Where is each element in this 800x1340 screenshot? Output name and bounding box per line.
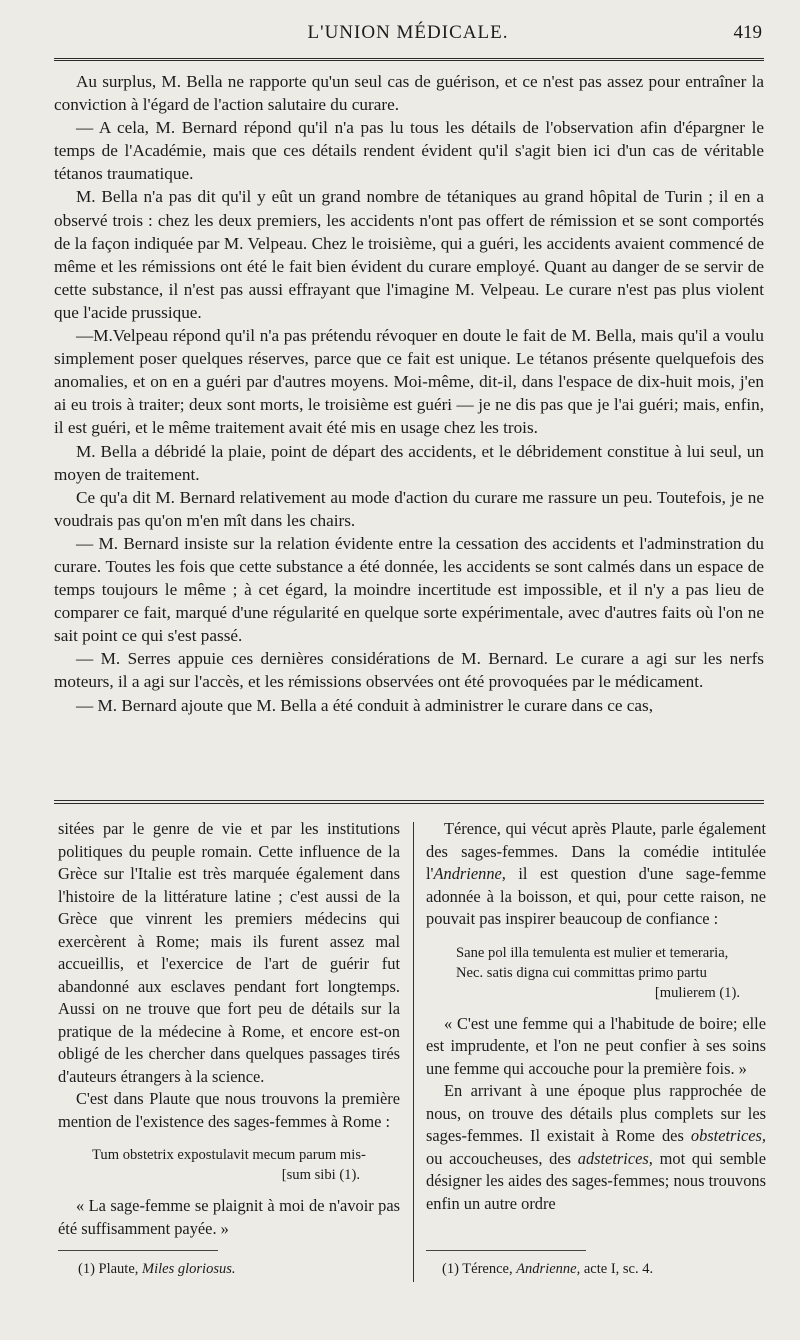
footnote-text: acte I, sc. 4.	[580, 1261, 654, 1277]
text-span: En arrivant à une époque plus rapprochée de nous, on trouve des détails plus complets sur les sages-femmes. Il existait à Rome des	[426, 1081, 766, 1145]
footnote	[442, 1260, 653, 1278]
footnote	[78, 1260, 235, 1278]
quote-line: Tum obstetrix expostulavit mecum parum mis-	[92, 1147, 366, 1163]
paragraph: — A cela, M. Bernard répond qu'il n'a pas lu tous les détails de l'observation afin d'épargner le temps de l'Académie, mais que ces détails rendent évident qu'il s'agit bien ici d'un cas de véritable tétanos traumatique.	[54, 118, 764, 184]
text-span: mot qui semble désigner les aides des sages-femmes; nous trouvons enfin un autre ordre	[426, 1148, 766, 1213]
footnote-text: (1) Térence,	[442, 1261, 517, 1277]
paragraph: C'est dans Plaute que nous trouvons la première mention de l'existence des sages-femmes à Rome :	[58, 1089, 400, 1131]
latin-quote	[58, 1145, 400, 1185]
text-span: Térence, qui vécut après Plaute, parle également des sages-femmes. Dans la comédie intitulée l'	[426, 819, 766, 883]
column-divider	[413, 822, 414, 1282]
feuilleton-right-column	[426, 818, 766, 1215]
paragraph: Ce qu'a dit M. Bernard relativement au mode d'action du curare me rassure un peu. Toutefois, je ne voudrais pas qu'on m'en mît dans les chairs.	[54, 487, 764, 530]
work-title: Andrienne,	[433, 864, 506, 883]
paragraph	[426, 1080, 766, 1215]
work-title: Miles gloriosus.	[142, 1261, 236, 1277]
paragraph: — M. Serres appuie ces dernières considérations de M. Bernard. Le curare a agi sur les nerfs moteurs, il a agi sur l'accès, et les rémissions observées ont été provoquées par le médicament.	[54, 649, 764, 692]
running-title: L'UNION MÉDICALE.	[307, 22, 509, 43]
latin-term: adstetrices,	[577, 1148, 653, 1168]
section-divider	[54, 800, 764, 804]
quote-line: [sum sibi (1).	[281, 1167, 360, 1183]
quote-line: [mulierem (1).	[654, 984, 740, 1001]
footnote-rule	[426, 1250, 586, 1251]
work-title: Andrienne,	[516, 1261, 581, 1277]
paragraph: M. Bella a débridé la plaie, point de départ des accidents, et le débridement constitue à lui seul, un moyen de traitement.	[54, 441, 764, 484]
latin-quote	[426, 943, 766, 1003]
latin-term: obstetrices,	[690, 1126, 766, 1145]
footnote-rule	[58, 1250, 218, 1251]
footnote-text: (1) Plaute,	[78, 1261, 143, 1277]
page-header	[54, 22, 762, 50]
text-span: il est question d'une sage-femme adonnée à la boisson, et qui, pour cette raison, ne pouvait pas inspirer beaucoup de confiance :	[426, 864, 766, 928]
page-number: 419	[733, 22, 762, 43]
paragraph: — M. Bernard insiste sur la relation évidente entre la cessation des accidents et l'adminstration du curare. Toutes les fois que cette substance a été donnée, les accidents se sont calmés dans un espace de temps toujours le même ; à cet égard, la moindre incertitude est impossible, et il n'y a pas lieu de comparer ce fait, marqué d'une régularité en quelque sorte expérimentale, avec d'autres faits où l'on ne sait point ce qui s'est passé.	[54, 533, 764, 646]
paragraph: —M.Velpeau répond qu'il n'a pas prétendu révoquer en doute le fait de M. Bella, mais qu'il a voulu simplement poser quelques réserves, parce que ce fait est unique. Le tétanos présente quelquefois des anomalies, et on en a guéri par d'autres moyens. Moi-même, dit-il, dans l'espace de dix-huit mois, j'en ai eu trois à traiter; deux sont morts, le troisième est guéri — je ne dis pas que je l'ai guéri; mais, enfin, il est guéri, et le même traitement avait été mis en usage chez les trois.	[54, 326, 764, 438]
paragraph: — M. Bernard ajoute que M. Bella a été conduit à administrer le curare dans ce cas,	[76, 695, 653, 715]
text-span: ou accoucheuses, des	[426, 1148, 578, 1168]
quote-line: Nec. satis digna cui committas primo partu	[456, 964, 707, 981]
main-article-text	[54, 70, 764, 717]
paragraph: Au surplus, M. Bella ne rapporte qu'un seul cas de guérison, et ce n'est pas assez pour entraîner la conviction à l'égard de l'action salutaire du curare.	[54, 72, 764, 115]
paragraph	[426, 818, 766, 931]
header-rule	[54, 58, 764, 61]
quote-line: Sane pol illa temulenta est mulier et temeraria,	[456, 944, 729, 961]
paragraph: « La sage-femme se plaignit à moi de n'avoir pas été suffisamment payée. »	[58, 1196, 400, 1238]
paragraph: « C'est une femme qui a l'habitude de boire; elle est imprudente, et l'on ne peut confier à ses soins une femme qui accouche pour la première fois. »	[426, 1013, 766, 1078]
paragraph: sitées par le genre de vie et par les institutions politiques du peuple romain. Cette influence de la Grèce sur l'Italie est très marquée également dans l'histoire de la littérature latine ; c'est aussi de la Grèce que vinrent les premiers médecins qui exercèrent à Rome; mais ils furent assez mal accueillis, et l'exercice de l'art de guérir fut abandonné aux esclaves pendant fort longtemps. Aussi on ne trouve que fort peu de détails sur la pratique de la médecine à Rome, et encore est-on obligé de les chercher dans quelques passages tirés d'auteurs étrangers à la science.	[58, 819, 400, 1086]
paragraph: M. Bella n'a pas dit qu'il y eût un grand nombre de tétaniques au grand hôpital de Turin ; il en a observé trois : chez les deux premiers, les accidents n'ont pas offert de rémission et se sont comportés de la façon indiquée par M. Velpeau. Chez le troisième, qui a guéri, les accidents avaient commencé de même et les rémissions ont été le fait bien évident du curare employé. Quant au danger de se servir de cette substance, il n'est pas aussi effrayant que l'imagine M. Velpeau. Le curare n'est pas plus violent que l'acide prussique.	[54, 187, 764, 322]
feuilleton-left-column	[58, 818, 400, 1240]
